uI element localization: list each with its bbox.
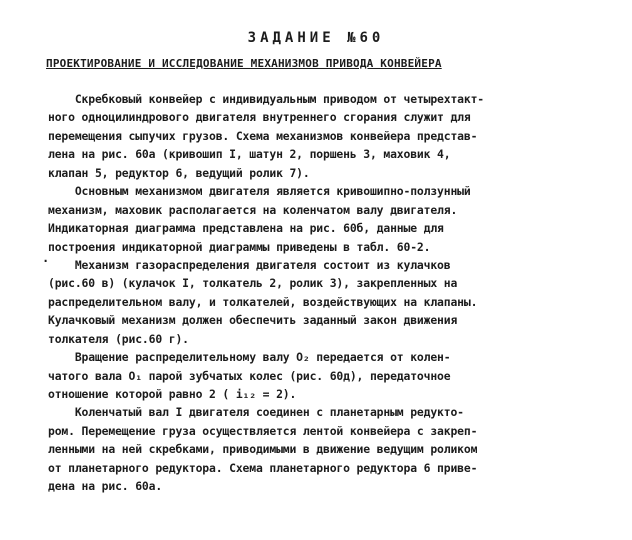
text-line: Скребковый конвейер с индивидуальным приводом от четырехтакт- bbox=[48, 92, 485, 106]
text-line: построения индикаторной диаграммы приведены в табл. 60-2. bbox=[48, 239, 431, 254]
body-text bbox=[48, 90, 608, 496]
margin-dot: · bbox=[42, 254, 50, 268]
text-line: (рис.60 в) (кулачок I, толкатель 2, ролик 3), закрепленных на bbox=[48, 276, 458, 291]
text-line: Основным механизмом двигателя является кривошипно-ползунный bbox=[48, 184, 471, 199]
text-line: механизм, маховик располагается на коленчатом валу двигателя. bbox=[48, 202, 458, 217]
page-title: ЗАДАНИЕ №60 bbox=[247, 30, 385, 46]
text-line: распределительном валу, и толкателей, воздействующих на клапаны. bbox=[48, 294, 478, 309]
text-line: дена на рис. 60а. bbox=[48, 479, 163, 494]
text-line: ного одноцилиндрового двигателя внутреннего сгорания служит для bbox=[48, 110, 471, 125]
page-subtitle: ПРОЕКТИРОВАНИЕ И ИССЛЕДОВАНИЕ МЕХАНИЗМОВ ПРИВОДА КОНВЕЙЕРА bbox=[46, 57, 442, 70]
text-line: Индикаторная диаграмма представлена на рис. 60б, данные для bbox=[48, 221, 444, 236]
text-line: перемещения сыпучих грузов. Схема механизмов конвейера представ- bbox=[48, 128, 478, 143]
text-line: чатого вала O₁ парой зубчатых колес (рис. 60д), передаточное bbox=[48, 368, 451, 383]
text-line: Механизм газораспределения двигателя состоит из кулачков bbox=[48, 257, 451, 272]
text-line: Коленчатый вал I двигателя соединен с планетарным редукто- bbox=[48, 405, 464, 420]
text-line: толкателя (рис.60 г). bbox=[48, 331, 189, 346]
text-line: Кулачковый механизм должен обеспечить заданный закон движения bbox=[48, 313, 458, 328]
text-line: от планетарного редуктора. Схема планетарного редуктора 6 приве- bbox=[48, 460, 478, 475]
text-line: ленными на ней скребками, приводимыми в движение ведущим роликом bbox=[48, 442, 478, 457]
text-line: Вращение распределительному валу O₂ передается от колен- bbox=[48, 350, 451, 365]
text-line: ром. Перемещение груза осуществляется лентой конвейера с закреп- bbox=[48, 423, 478, 438]
text-line: лена на рис. 60а (кривошип I, шатун 2, поршень 3, маховик 4, bbox=[48, 147, 451, 162]
text-line: отношение которой равно 2 ( i₁₂ = 2). bbox=[48, 387, 297, 401]
text-line: клапан 5, редуктор 6, ведущий ролик 7). bbox=[48, 165, 310, 180]
